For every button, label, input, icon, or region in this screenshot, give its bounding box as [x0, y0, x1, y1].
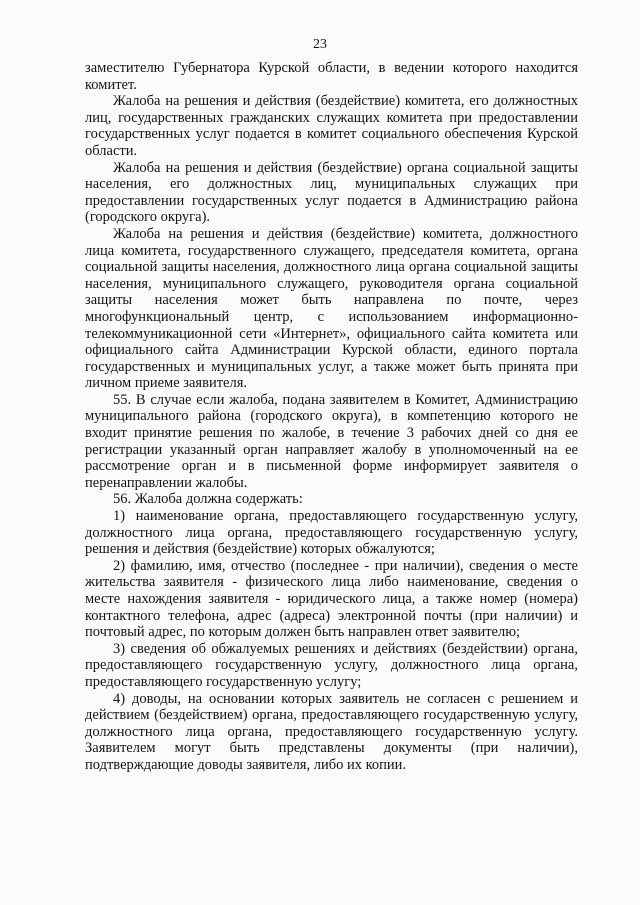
- paragraph-complaint-channels: Жалоба на решения и действия (бездействие) комитета, должностного лица комитета, государственного служащего, председателя комитета, органа социальной защиты населения, должностного лица органа социальной защиты населения, муниципального служащего, руководителя органа социальной защиты населения может быть направлена по почте, через многофункциональный центр, с использованием информационно-телекоммуникационной сети «Интернет», официального сайта комитета или официального сайта Администрации Курской области, единого портала государственных и муниципальных услуг, а также может быть принята при личном приеме заявителя.: [85, 225, 578, 392]
- paragraph-clause-56: 56. Жалоба должна содержать:: [113, 491, 303, 508]
- list-item-3: 3) сведения об обжалуемых решениях и действиях (бездействии) органа, предоставляющего государственную услугу, должностного лица органа, предоставляющего государственную услугу;: [85, 640, 578, 690]
- document-body: [85, 60, 578, 774]
- paragraph-committee-complaint: Жалоба на решения и действия (бездействие) комитета, его должностных лиц, государственных гражданских служащих комитета при предоставлении государственных услуг подается в комитет социального обеспечения Курской области.: [85, 93, 578, 159]
- list-item-1: 1) наименование органа, предоставляющего государственную услугу, должностного лица органа, предоставляющего государственную услугу, решения и действия (бездействие) которых обжалуются;: [85, 508, 578, 558]
- paragraph-clause-55: 55. В случае если жалоба, подана заявителем в Комитет, Администрацию муниципального района (городского округа), в компетенцию которого не входит принятие решения по жалобе, в течение 3 рабочих дней со дня ее регистрации указанный орган направляет жалобу в уполномоченный на ее рассмотрение орган и в письменной форме информирует заявителя о перенаправлении жалобы.: [85, 391, 578, 491]
- paragraph-continuation: заместителю Губернатора Курской области, в ведении которого находится комитет.: [85, 60, 578, 93]
- paragraph-social-protection-complaint: Жалоба на решения и действия (бездействие) органа социальной защиты населения, его должностных лиц, муниципальных служащих при предоставлении государственных услуг подается в Администрацию района (городского округа).: [85, 159, 578, 226]
- list-item-2: 2) фамилию, имя, отчество (последнее - при наличии), сведения о месте жительства заявителя - физического лица либо наименование, сведения о месте нахождения заявителя - юридического лица, а также номер (номера) контактного телефона, адрес (адреса) электронной почты (при наличии) и почтовый адрес, по которым должен быть направлен ответ заявителю;: [85, 557, 578, 641]
- page-number: 23: [313, 37, 327, 52]
- list-item-4: 4) доводы, на основании которых заявитель не согласен с решением и действием (бездействием) органа, предоставляющего государственную услугу, должностного лица органа, предоставляющего государственную услугу. Заявителем могут быть представлены документы (при наличии), подтверждающие доводы заявителя, либо их копии.: [85, 690, 578, 773]
